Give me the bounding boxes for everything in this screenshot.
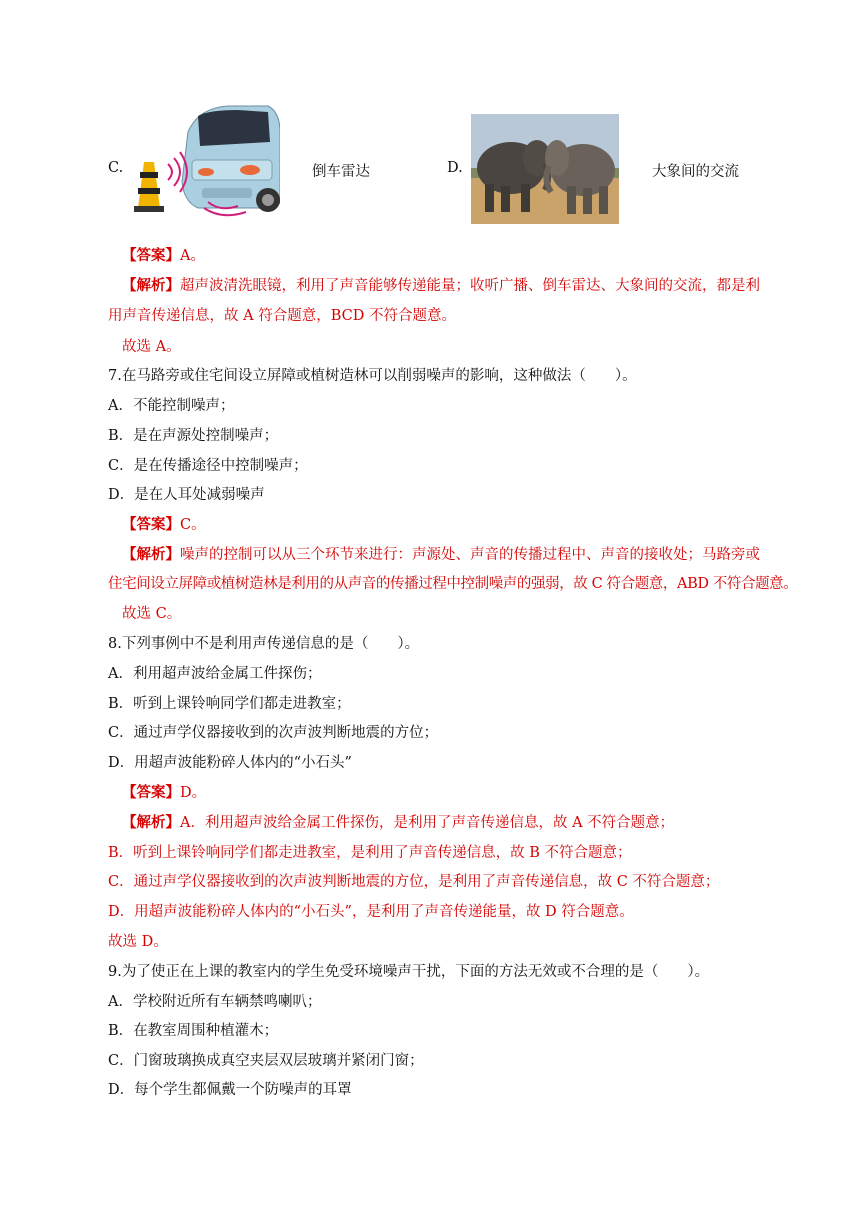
analysis-line-q7-2: 住宅间设立屏障或植树造林是利用的从声音的传播过程中控制噪声的强弱，故 C 符合题意，ABD 不符合题意。 — [108, 576, 798, 592]
option-d-label: D. — [447, 160, 463, 176]
analysis-tag: 【解析】 — [122, 277, 180, 294]
question-8: 8.下列事例中不是利用声传递信息的是（ ）。 — [108, 636, 420, 652]
analysis-line-q6-1 — [122, 276, 760, 296]
q7-option-b: B．是在声源处控制噪声； — [108, 428, 279, 444]
q9-option-b: B．在教室周围种植灌木； — [108, 1023, 279, 1039]
analysis-text: A．利用超声波给金属工件探伤，是利用了声音传递信息，故 A 不符合题意； — [180, 815, 675, 831]
analysis-line-q8-2: B．听到上课铃响同学们都走进教室，是利用了声音传递信息，故 B 不符合题意； — [108, 845, 632, 861]
analysis-text: 超声波清洗眼镜，利用了声音能够传递能量；收听广播、倒车雷达、大象间的交流，都是利 — [180, 278, 760, 294]
analysis-line-q8-1 — [122, 813, 674, 833]
answer-value: C。 — [180, 517, 206, 533]
analysis-line-q8-4: D．用超声波能粉碎人体内的“小石头”，是利用了声音传递能量，故 D 符合题意。 — [108, 904, 634, 920]
answer-line-q8 — [122, 783, 206, 803]
answer-tag: 【答案】 — [122, 784, 180, 801]
analysis-tag: 【解析】 — [122, 814, 180, 831]
choose-line-q7: 故选 C。 — [122, 606, 182, 622]
option-c-label: C. — [108, 160, 124, 176]
choose-line-q8: 故选 D。 — [108, 934, 168, 950]
answer-tag: 【答案】 — [122, 247, 180, 264]
answer-value: D。 — [180, 785, 207, 801]
question-7: 7.在马路旁或住宅间设立屏障或植树造林可以削弱噪声的影响，这种做法（ ）。 — [108, 368, 637, 384]
q9-option-a: A．学校附近所有车辆禁鸣喇叭； — [108, 994, 322, 1010]
q7-option-a: A．不能控制噪声； — [108, 398, 235, 414]
q7-option-c: C．是在传播途径中控制噪声； — [108, 458, 308, 474]
q8-option-d: D．用超声波能粉碎人体内的“小石头” — [108, 755, 352, 771]
answer-tag: 【答案】 — [122, 516, 180, 533]
analysis-tag: 【解析】 — [122, 546, 180, 563]
answer-line-q6 — [122, 246, 205, 266]
car-reverse-radar-image — [128, 102, 280, 220]
q7-option-d: D．是在人耳处减弱噪声 — [108, 487, 265, 503]
analysis-text: 噪声的控制可以从三个环节来进行：声源处、声音的传播过程中、声音的接收处；马路旁或 — [180, 547, 760, 563]
analysis-line-q8-3: C．通过声学仪器接收到的次声波判断地震的方位，是利用了声音传递信息，故 C 不符合题意； — [108, 874, 720, 890]
q8-option-c: C．通过声学仪器接收到的次声波判断地震的方位； — [108, 725, 439, 741]
q9-option-d: D．每个学生都佩戴一个防噪声的耳罩 — [108, 1082, 352, 1098]
option-d-caption: 大象间的交流 — [652, 164, 739, 180]
answer-value: A。 — [180, 248, 205, 264]
choose-line-q6: 故选 A。 — [122, 339, 181, 355]
question-9: 9.为了使正在上课的教室内的学生免受环境噪声干扰，下面的方法无效或不合理的是（ ）。 — [108, 964, 710, 980]
q8-option-a: A．利用超声波给金属工件探伤； — [108, 666, 322, 682]
q9-option-c: C．门窗玻璃换成真空夹层双层玻璃并紧闭门窗； — [108, 1053, 424, 1069]
answer-line-q7 — [122, 515, 206, 535]
elephants-image — [471, 114, 619, 224]
q8-option-b: B．听到上课铃响同学们都走进教室； — [108, 696, 351, 712]
option-c-caption: 倒车雷达 — [312, 164, 370, 180]
analysis-line-q6-2: 用声音传递信息，故 A 符合题意，BCD 不符合题意。 — [108, 308, 456, 324]
analysis-line-q7-1 — [122, 545, 760, 565]
